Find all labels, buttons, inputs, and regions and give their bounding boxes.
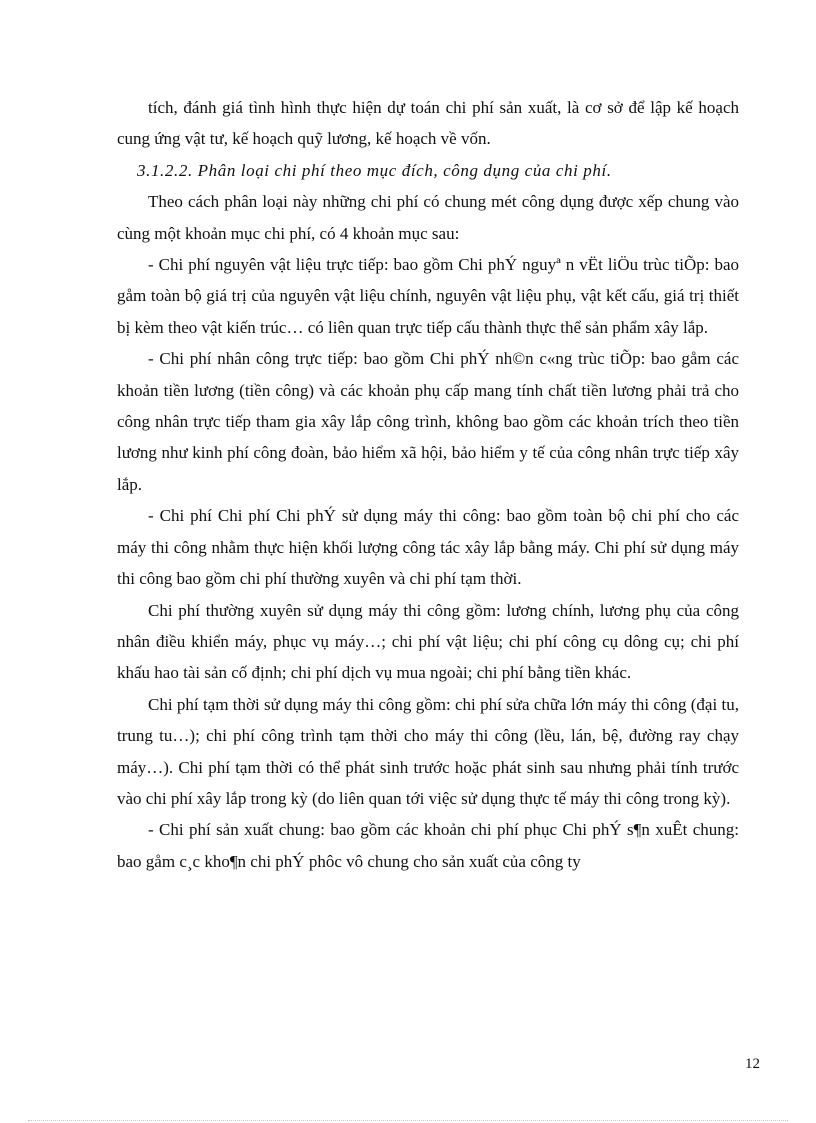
paragraph-classification-intro: Theo cách phân loại này những chi phí có chung mét công dụng được xếp chung vào cùng một khoản mục chi phí, có 4 khoản mục sau: [117, 192, 739, 243]
page-bottom-divider [28, 1120, 788, 1121]
paragraph-machine-costs: - Chi phí Chi phí Chi phÝ sử dụng máy thi công: bao gồm toàn bộ chi phí cho các máy thi công nhằm thực hiện khối lượng công tác xây lắp bằng máy. Chi phí sử dụng máy thi công bao gồm chi phí thường xuyên và chi phí tạm thời. [117, 506, 739, 589]
paragraph-temporary-machine-costs: Chi phí tạm thời sử dụng máy thi công gồm: chi phí sửa chữa lớn máy thi công (đại tu, trung tu…); chi phí công trình tạm thời cho máy thi công (lều, lán, bệ, đường ray chạy máy…). Chi phí tạm thời có thể phát sinh trước hoặc phát sinh sau nhưng phải tính trước vào chi phí xây lắp trong kỳ (do liên quan tới việc sử dụng thực tế máy thi công trong kỳ). [117, 694, 739, 808]
paragraph-general-production-costs: - Chi phí sản xuất chung: bao gồm các khoản chi phí phục Chi phÝ s¶n xuÊt chung: bao gåm c¸c kho¶n chi phÝ phôc vô chung cho sản xuất của công ty [117, 820, 739, 871]
paragraph-direct-labor: - Chi phí nhân công trực tiếp: bao gồm Chi phÝ nh©n c«ng trùc tiÕp: bao gåm các khoản tiền lương (tiền công) và các khoản phụ cấp mang tính chất tiền lương phải trả cho công nhân trực tiếp tham gia xây lắp công trình, không bao gồm các khoản trích theo tiền lương như kinh phí công đoàn, bảo hiểm xã hội, bảo hiểm y tế của công nhân trực tiếp xây lắp. [117, 349, 739, 494]
paragraph-intro-continuation: tích, đánh giá tình hình thực hiện dự toán chi phí sản xuất, là cơ sở để lập kế hoạch cung ứng vật tư, kế hoạch quỹ lương, kế hoạch về vốn. [117, 98, 739, 149]
document-body [117, 92, 739, 877]
paragraph-direct-materials: - Chi phí nguyên vật liệu trực tiếp: bao gồm Chi phÝ nguyª n vËt liÖu trùc tiÕp: bao gåm toàn bộ giá trị của nguyên vật liệu chính, nguyên vật liệu phụ, vật kết cấu, giá trị thiết bị kèm theo vật kiến trúc… có liên quan trực tiếp cấu thành thực thể sản phẩm xây lắp. [117, 255, 739, 337]
section-heading-3-1-2-2: 3.1.2.2. Phân loại chi phí theo mục đích, công dụng của chi phí. [137, 160, 612, 180]
page-number: 12 [745, 1056, 760, 1072]
paragraph-regular-machine-costs: Chi phí thường xuyên sử dụng máy thi công gồm: lương chính, lương phụ của công nhân điều khiển máy, phục vụ máy…; chi phí vật liệu; chi phí công cụ dông cụ; chi phí khấu hao tài sản cố định; chi phí dịch vụ mua ngoài; chi phí bằng tiền khác. [117, 600, 739, 683]
